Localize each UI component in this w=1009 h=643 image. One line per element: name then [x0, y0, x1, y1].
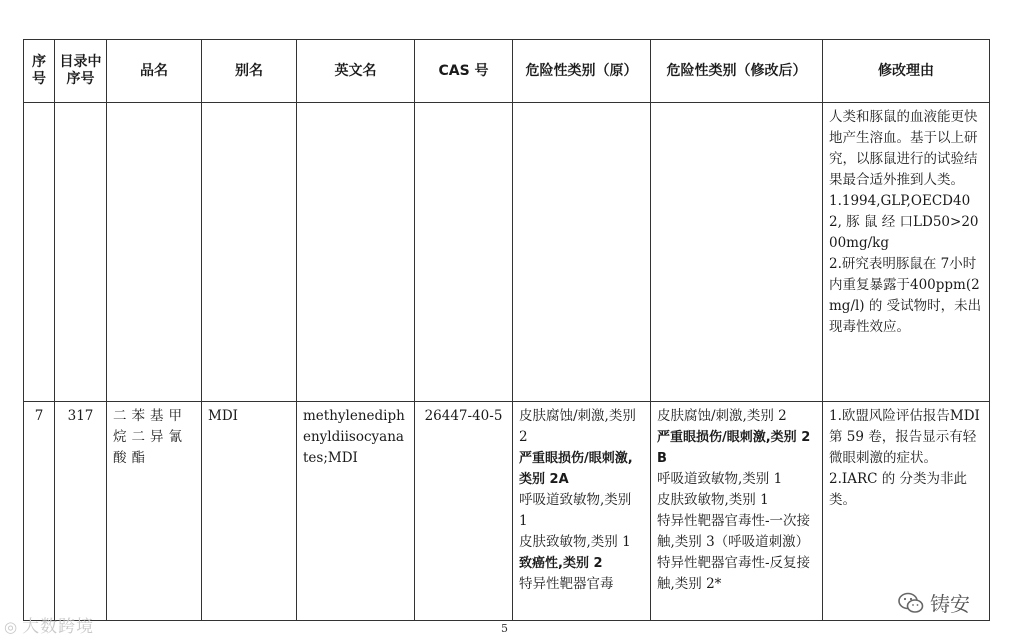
hazard-orig-item: 特异性靶器官毒: [519, 576, 614, 592]
hazard-orig-item: 严重眼损伤/眼刺激,类别 2A: [519, 451, 633, 487]
reason-paragraph: 2.研究表明豚鼠在 7小时内重复暴露于400ppm(2mg/l) 的 受试物时，未出现毒性效应。: [829, 256, 982, 335]
hazard-rev-item: 皮肤致敏物,类别 1: [657, 492, 769, 508]
name-cell: 二苯基甲烷二异氰酸酯: [107, 402, 202, 621]
hazard-rev-item: 特异性靶器官毒性-一次接触,类别 3（呼吸道刺激）: [657, 513, 811, 550]
cell-empty: [55, 103, 107, 402]
cell-empty: [513, 103, 651, 402]
watermark-right: [898, 588, 970, 617]
hazard-orig-cell: [513, 402, 651, 621]
reason-cell-continued: [823, 103, 990, 402]
header-row: [24, 40, 990, 103]
cell-empty: [297, 103, 415, 402]
seq-cell: 7: [24, 402, 55, 621]
hazard-orig-item: 呼吸道致敏物,类别 1: [519, 492, 632, 529]
hazard-rev-item: 严重眼损伤/眼刺激,类别 2B: [657, 430, 811, 466]
watermark-right-text: 铸安: [930, 592, 970, 616]
hazard-rev-item: 特异性靶器官毒性-反复接触,类别 2*: [657, 555, 811, 592]
header-cas: CAS 号: [415, 40, 513, 103]
cell-empty: [651, 103, 823, 402]
wechat-icon: [898, 592, 924, 614]
hazard-orig-item: 致癌性,类别 2: [519, 556, 603, 571]
cell-empty: [202, 103, 297, 402]
cell-empty: [24, 103, 55, 402]
header-catalog: 目录中序号: [55, 40, 107, 103]
header-reason: 修改理由: [823, 40, 990, 103]
hazard-orig-item: 皮肤致敏物,类别 1: [519, 534, 631, 550]
document-table: [23, 39, 990, 621]
header-seq: 序号: [24, 40, 55, 103]
hazard-orig-item: 皮肤腐蚀/刺激,类别 2: [519, 408, 636, 445]
reason-paragraph: 1.1994,GLP,OECD402, 豚 鼠 经 口LD50>2000mg/kg: [829, 193, 979, 251]
page-number: 5: [501, 622, 508, 635]
alias-cell: MDI: [202, 402, 297, 621]
brand-logo-icon: ◎: [4, 618, 19, 636]
header-english: 英文名: [297, 40, 415, 103]
reason-paragraph: 2.IARC 的 分类为非此类。: [829, 471, 968, 508]
header-hazard-rev: 危险性类别（修改后）: [651, 40, 823, 103]
cell-empty: [107, 103, 202, 402]
header-alias: 别名: [202, 40, 297, 103]
header-hazard-orig: 危险性类别（原）: [513, 40, 651, 103]
table-row-continued: [24, 103, 990, 402]
watermark-left-text: 大数跨境: [22, 617, 95, 637]
reason-paragraph: 人类和豚鼠的血液能更快地产生溶血。基于以上研究，以豚鼠进行的试验结果最合适外推到人类。: [829, 109, 978, 188]
hazard-rev-cell: [651, 402, 823, 621]
reason-paragraph: 1.欧盟风险评估报告MDI 第 59 卷，报告显示有轻微眼刺激的症状。: [829, 408, 980, 466]
cas-cell: 26447-40-5: [415, 402, 513, 621]
cell-empty: [415, 103, 513, 402]
hazard-rev-item: 皮肤腐蚀/刺激,类别 2: [657, 408, 787, 424]
catalog-cell: 317: [55, 402, 107, 621]
hazard-rev-item: 呼吸道致敏物,类别 1: [657, 471, 783, 487]
table-row: [24, 402, 990, 621]
english-cell: methylenediphenyldiisocyanates;MDI: [297, 402, 415, 621]
header-name: 品名: [107, 40, 202, 103]
